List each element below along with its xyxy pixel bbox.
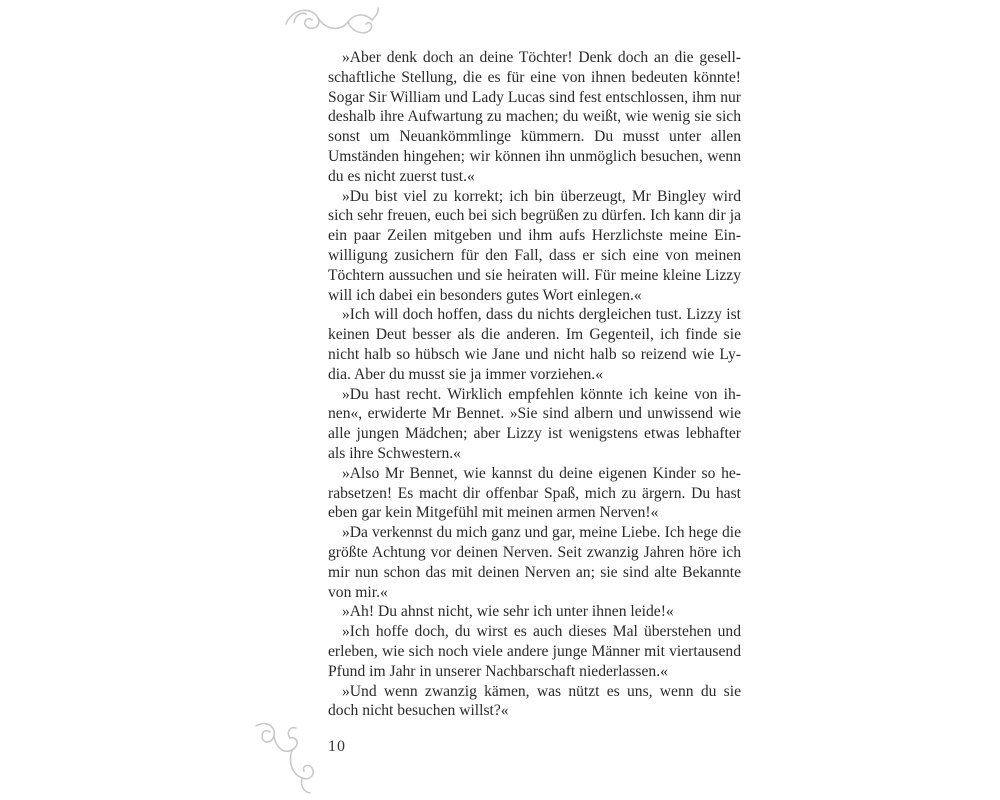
paragraph: »Aber denk doch an deine Töchter! Denk doch an die gesellschaftliche Stellung, die es für eine von ihnen bedeuten könnte! Sogar Sir William und Lady Lucas sind fest entschlossen, ihm nur deshalb ihre Aufwartung zu machen; du weißt, wie wenig sie sich sonst um Neuankömmlinge kümmern. Du musst unter allen Umständen hingehen; wir können ihn unmöglich besuchen, wenn du es nicht zuerst tust.« [328,49,741,185]
paragraph: »Ich will doch hoffen, dass du nichts dergleichen tust. Lizzy ist keinen Deut besser als die anderen. Im Gegenteil, ich finde sie nicht halb so hübsch wie Jane und nicht halb so reizend wie Lydia. Aber du musst sie ja immer vorziehen.« [328,306,741,383]
page-number: 10 [328,738,346,755]
paragraph: »Und wenn zwanzig kämen, was nützt es uns, wenn du sie doch nicht besuchen willst?« [328,682,741,720]
paragraph: »Ah! Du ahnst nicht, wie sehr ich unter ihnen leide!« [342,603,674,621]
paragraph: »Da verkennst du mich ganz und gar, meine Liebe. Ich hege die größte Achtung vor deinen Nerven. Seit zwanzig Jahren höre ich mir nun schon das mit deinen Nerven an; sie sind alte Bekannte von mir.« [328,524,741,601]
body-text [328,48,741,721]
paragraph: »Also Mr Bennet, wie kannst du deine eigenen Kinder so herabsetzen! Es macht dir offenbar Spaß, mich zu ärgern. Du hast eben gar kein Mitgefühl mit meinen armen Nerven!« [328,464,741,522]
bottom-flourish-ornament [250,716,330,796]
top-flourish-ornament [282,2,382,44]
paragraph: »Ich hoffe doch, du wirst es auch dieses Mal überstehen und erleben, wie sich noch viele andere junge Männer mit viertausend Pfund im Jahr in unserer Nachbarschaft niederlassen.« [328,623,741,680]
paragraph: »Du hast recht. Wirklich empfehlen könnte ich keine von ihnen«, erwiderte Mr Bennet. »Sie sind albern und unwissend wie alle jungen Mädchen; aber Lizzy ist wenigstens etwas lebhafter als ihre Schwestern.« [328,385,741,462]
paragraph: »Du bist viel zu korrekt; ich bin überzeugt, Mr Bingley wird sich sehr freuen, euch bei sich begrüßen zu dürfen. Ich kann dir ja ein paar Zeilen mitgeben und ihm aufs Herzlichste meine Einwilligung zusichern für den Fall, dass er sich eine von meinen Töchtern aussuchen und sie heiraten will. Für meine kleine Lizzy will ich dabei ein besonders gutes Wort einlegen.« [328,187,741,304]
